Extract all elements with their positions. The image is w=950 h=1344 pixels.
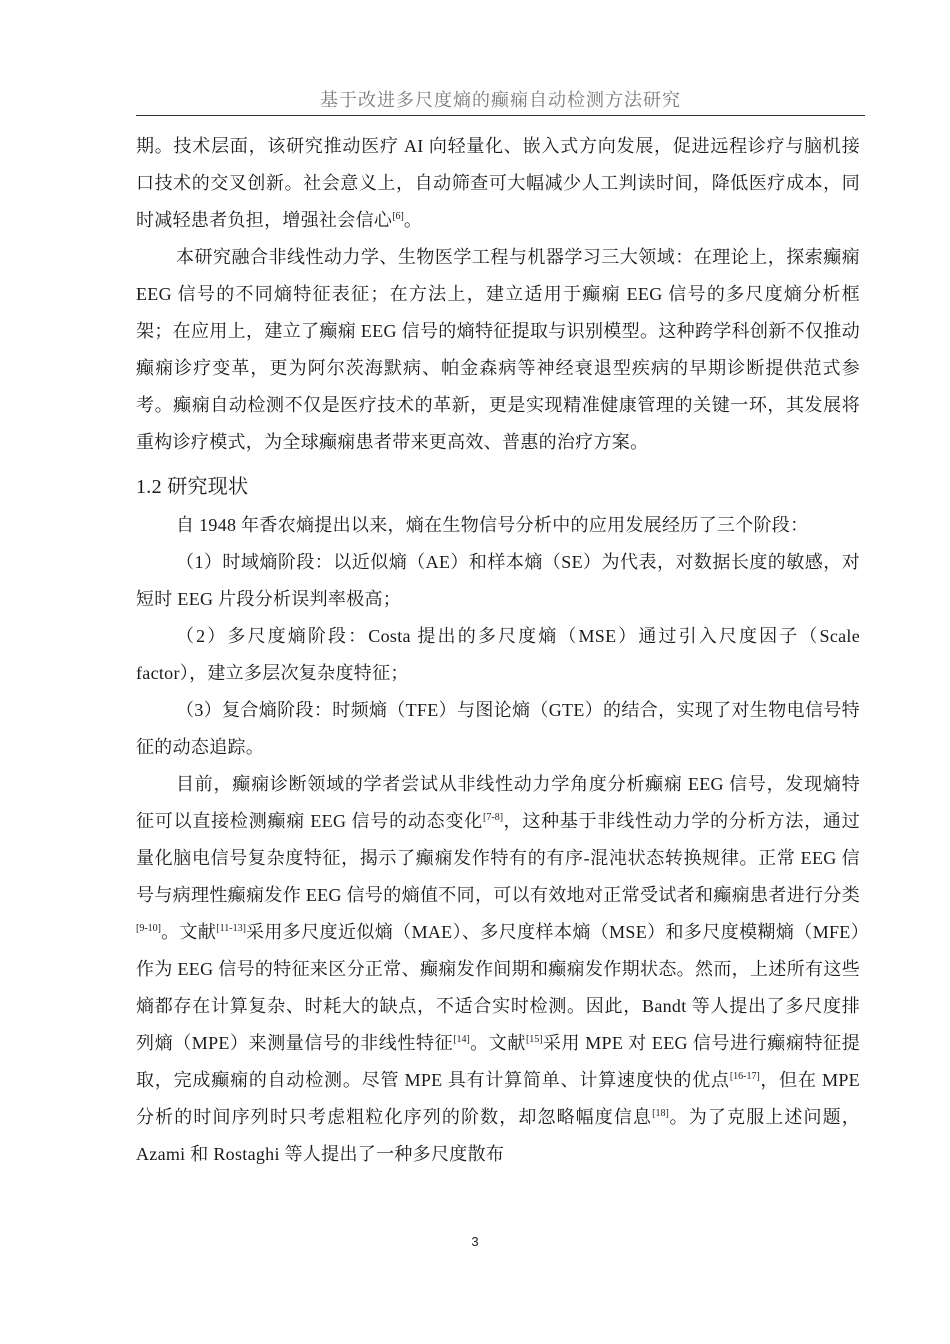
paragraph-entropy-history: 自 1948 年香农熵提出以来，熵在生物信号分析中的应用发展经历了三个阶段： — [176, 515, 809, 535]
text-run: 采用 MPE 对 EEG 信号进行癫痫特征提取，完成癫痫的自动检测。尽管 MPE 具有计算简单、计算速度快的优点 — [136, 1033, 860, 1090]
text-run: 。文献 — [469, 1033, 526, 1053]
paragraph-continuation — [136, 128, 860, 239]
list-item-stage-2: （2）多尺度熵阶段：Costa 提出的多尺度熵（MSE）通过引入尺度因子（Scale factor），建立多层次复杂度特征； — [136, 626, 860, 683]
text-run: 。 — [403, 210, 423, 230]
text-run: 期。技术层面，该研究推动医疗 AI 向轻量化、嵌入式方向发展，促进远程诊疗与脑机接口技术的交叉创新。社会意义上，自动筛查可大幅减少人工判读时间，降低医疗成本，同时减轻患者负担，增强社会信心 — [136, 136, 860, 230]
text-run: 采用多尺度近似熵（MAE）、多尺度样本熵（MSE）和多尺度模糊熵（MFE）作为 EEG 信号的特征来区分正常、癫痫发作间期和癫痫发作期状态。然而，上述所有这些熵都存在计算复杂、时耗大的缺点，不适合实时检测。因此，Bandt 等人提出了多尺度排列熵（MPE）来测量信号的非线性特征 — [136, 922, 861, 1053]
list-item-stage-1: （1）时域熵阶段：以近似熵（AE）和样本熵（SE）为代表，对数据长度的敏感，对短时 EEG 片段分析误判率极高； — [136, 552, 860, 609]
citation: [9-10] — [136, 923, 161, 934]
paragraph-research-scope: 本研究融合非线性动力学、生物医学工程与机器学习三大领域：在理论上，探索癫痫 EEG 信号的不同熵特征表征；在方法上，建立适用于癫痫 EEG 信号的多尺度熵分析框架；在应用上，建立了癫痫 EEG 信号的熵特征提取与识别模型。这种跨学科创新不仅推动癫痫诊疗变革，更为阿尔茨海默病、帕金森病等神经衰退型疾病的早期诊断提供范式参考。癫痫自动检测不仅是医疗技术的革新，更是实现精准健康管理的关键一环，其发展将重构诊疗模式，为全球癫痫患者带来更高效、普惠的治疗方案。 — [136, 247, 860, 452]
text-run: 目前，癫痫诊断领域的学者尝试从非线性动力学角度分析癫痫 EEG 信号，发现熵特征可以直接检测癫痫 EEG 信号的动态变化 — [136, 774, 860, 831]
document-body — [136, 128, 860, 1173]
text-run: 。文献 — [161, 922, 217, 942]
section-heading: 1.2 研究现状 — [136, 476, 249, 498]
text-run: ，这种基于非线性动力学的分析方法，通过量化脑电信号复杂度特征，揭示了癫痫发作特有的有序-混沌状态转换规律。正常 EEG 信号与病理性癫痫发作 EEG 信号的熵值不同，可以有效地对正常受试者和癫痫患者进行分类 — [136, 811, 860, 905]
citation: [14] — [453, 1034, 470, 1045]
text-run: 。为了克服上述问题，Azami 和 Rostaghi 等人提出了一种多尺度散布 — [136, 1107, 860, 1164]
page-number: 3 — [471, 1234, 479, 1249]
citation: [7-8] — [483, 812, 504, 823]
paragraph-current-research — [136, 766, 860, 1173]
header-divider — [136, 115, 865, 116]
citation: [18] — [652, 1108, 669, 1119]
text-run: ，但在 MPE 分析的时间序列时只考虑粗粒化序列的阶数，却忽略幅度信息 — [136, 1070, 860, 1127]
list-item-stage-3: （3）复合熵阶段：时频熵（TFE）与图论熵（GTE）的结合，实现了对生物电信号特征的动态追踪。 — [136, 700, 860, 757]
citation: [11-13] — [216, 923, 246, 934]
citation: [15] — [525, 1034, 543, 1045]
running-header: 基于改进多尺度熵的癫痫自动检测方法研究 — [320, 90, 681, 110]
citation: [16-17] — [729, 1071, 760, 1082]
citation: [6] — [392, 211, 404, 222]
